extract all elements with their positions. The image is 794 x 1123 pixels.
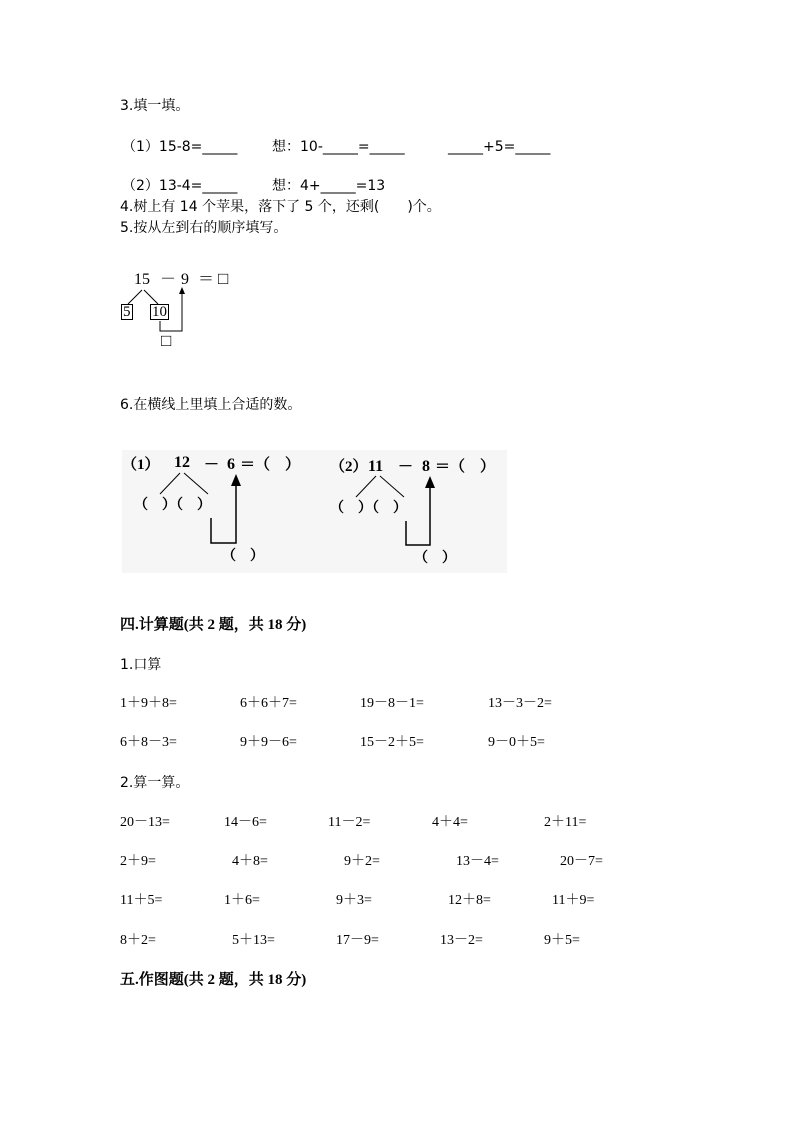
q6-p1-result: （ ） <box>222 549 264 564</box>
calc-item: 5＋13= <box>232 933 275 948</box>
section4-sub2: 2.算一算。 <box>120 775 190 791</box>
q3-line2-left: （2）13-4=_____ <box>122 178 238 194</box>
calc-item: 20－13= <box>120 815 170 830</box>
q5-minuend: 15 <box>134 271 150 288</box>
q6-p2-subtrahend: 8 <box>422 458 430 475</box>
q5-answer-box: □ <box>218 269 229 288</box>
calc-item: 8＋2= <box>120 933 156 948</box>
q5-split-left: 5 <box>123 304 131 320</box>
calc-item: 11＋9= <box>552 893 595 908</box>
calc-item: 9＋5= <box>544 933 580 948</box>
section4-sub1: 1.口算 <box>120 657 162 673</box>
q6-p1-split: （ ）（ ） <box>134 498 211 513</box>
calc-item: 13－4= <box>456 854 499 869</box>
q5-subtrahend: 9 <box>181 271 189 288</box>
calc-item: 2＋11= <box>544 815 587 830</box>
q3-line1-left: （1）15-8=_____ <box>122 139 238 155</box>
calc-item: 12＋8= <box>448 893 491 908</box>
calc-item: 11＋5= <box>120 893 163 908</box>
calc-item: 4＋8= <box>232 854 268 869</box>
q6-title: 6.在横线上里填上合适的数。 <box>120 397 302 413</box>
calc-item: 1＋6= <box>224 893 260 908</box>
oral-item: 6＋8－3= <box>120 735 177 750</box>
q6-p2-split: （ ）（ ） <box>330 501 407 516</box>
oral-item: 15－2＋5= <box>360 735 424 750</box>
q3-line1-think: 想：10-_____=_____ <box>272 139 405 155</box>
calc-item: 13－2= <box>440 933 483 948</box>
q6-p1-minuend: 12 <box>174 454 190 471</box>
q6-p1-label: （1） <box>122 457 160 473</box>
q6-p2-label: （2） <box>330 459 368 475</box>
calc-item: 2＋9= <box>120 854 156 869</box>
calc-item: 14－6= <box>224 815 267 830</box>
q6-p2-result: （ ） <box>414 551 456 566</box>
q6-p1-subtrahend: 6 <box>227 456 235 473</box>
q6-p2-minuend: 11 <box>368 458 384 475</box>
calc-item: 11－2= <box>328 815 371 830</box>
q6-p2-equals: ＝（ ） <box>435 459 496 475</box>
q3-line1-right: _____+5=_____ <box>448 139 551 155</box>
calc-item: 9＋2= <box>344 854 380 869</box>
q5-equals: ＝ <box>198 271 215 288</box>
oral-item: 6＋6＋7= <box>240 696 297 711</box>
q3-line2-think: 想：4+_____=13 <box>272 178 386 194</box>
q6-p1-equals: ＝（ ） <box>240 457 301 473</box>
calc-item: 9＋3= <box>336 893 372 908</box>
q6-p2-minus: － <box>398 459 414 475</box>
calc-item: 20－7= <box>560 854 603 869</box>
q4-text: 4.树上有 14 个苹果，落下了 5 个，还剩( )个。 <box>120 199 441 215</box>
q6-p1-minus: － <box>204 457 220 473</box>
q5-title: 5.按从左到右的顺序填写。 <box>120 220 288 236</box>
oral-item: 19－8－1= <box>360 696 424 711</box>
q5-result-box: □ <box>161 331 172 350</box>
q5-minus: － <box>160 271 177 288</box>
calc-item: 4＋4= <box>432 815 468 830</box>
calc-item: 17－9= <box>336 933 379 948</box>
q3-title: 3.填一填。 <box>120 98 190 114</box>
oral-item: 13－3－2= <box>488 696 552 711</box>
q5-split-right: 10 <box>152 304 167 320</box>
section4-title: 四.计算题(共 2 题，共 18 分) <box>120 617 307 633</box>
section5-title: 五.作图题(共 2 题，共 18 分) <box>120 972 307 988</box>
oral-item: 9－0＋5= <box>488 735 545 750</box>
oral-item: 9＋9－6= <box>240 735 297 750</box>
oral-item: 1＋9＋8= <box>120 696 177 711</box>
